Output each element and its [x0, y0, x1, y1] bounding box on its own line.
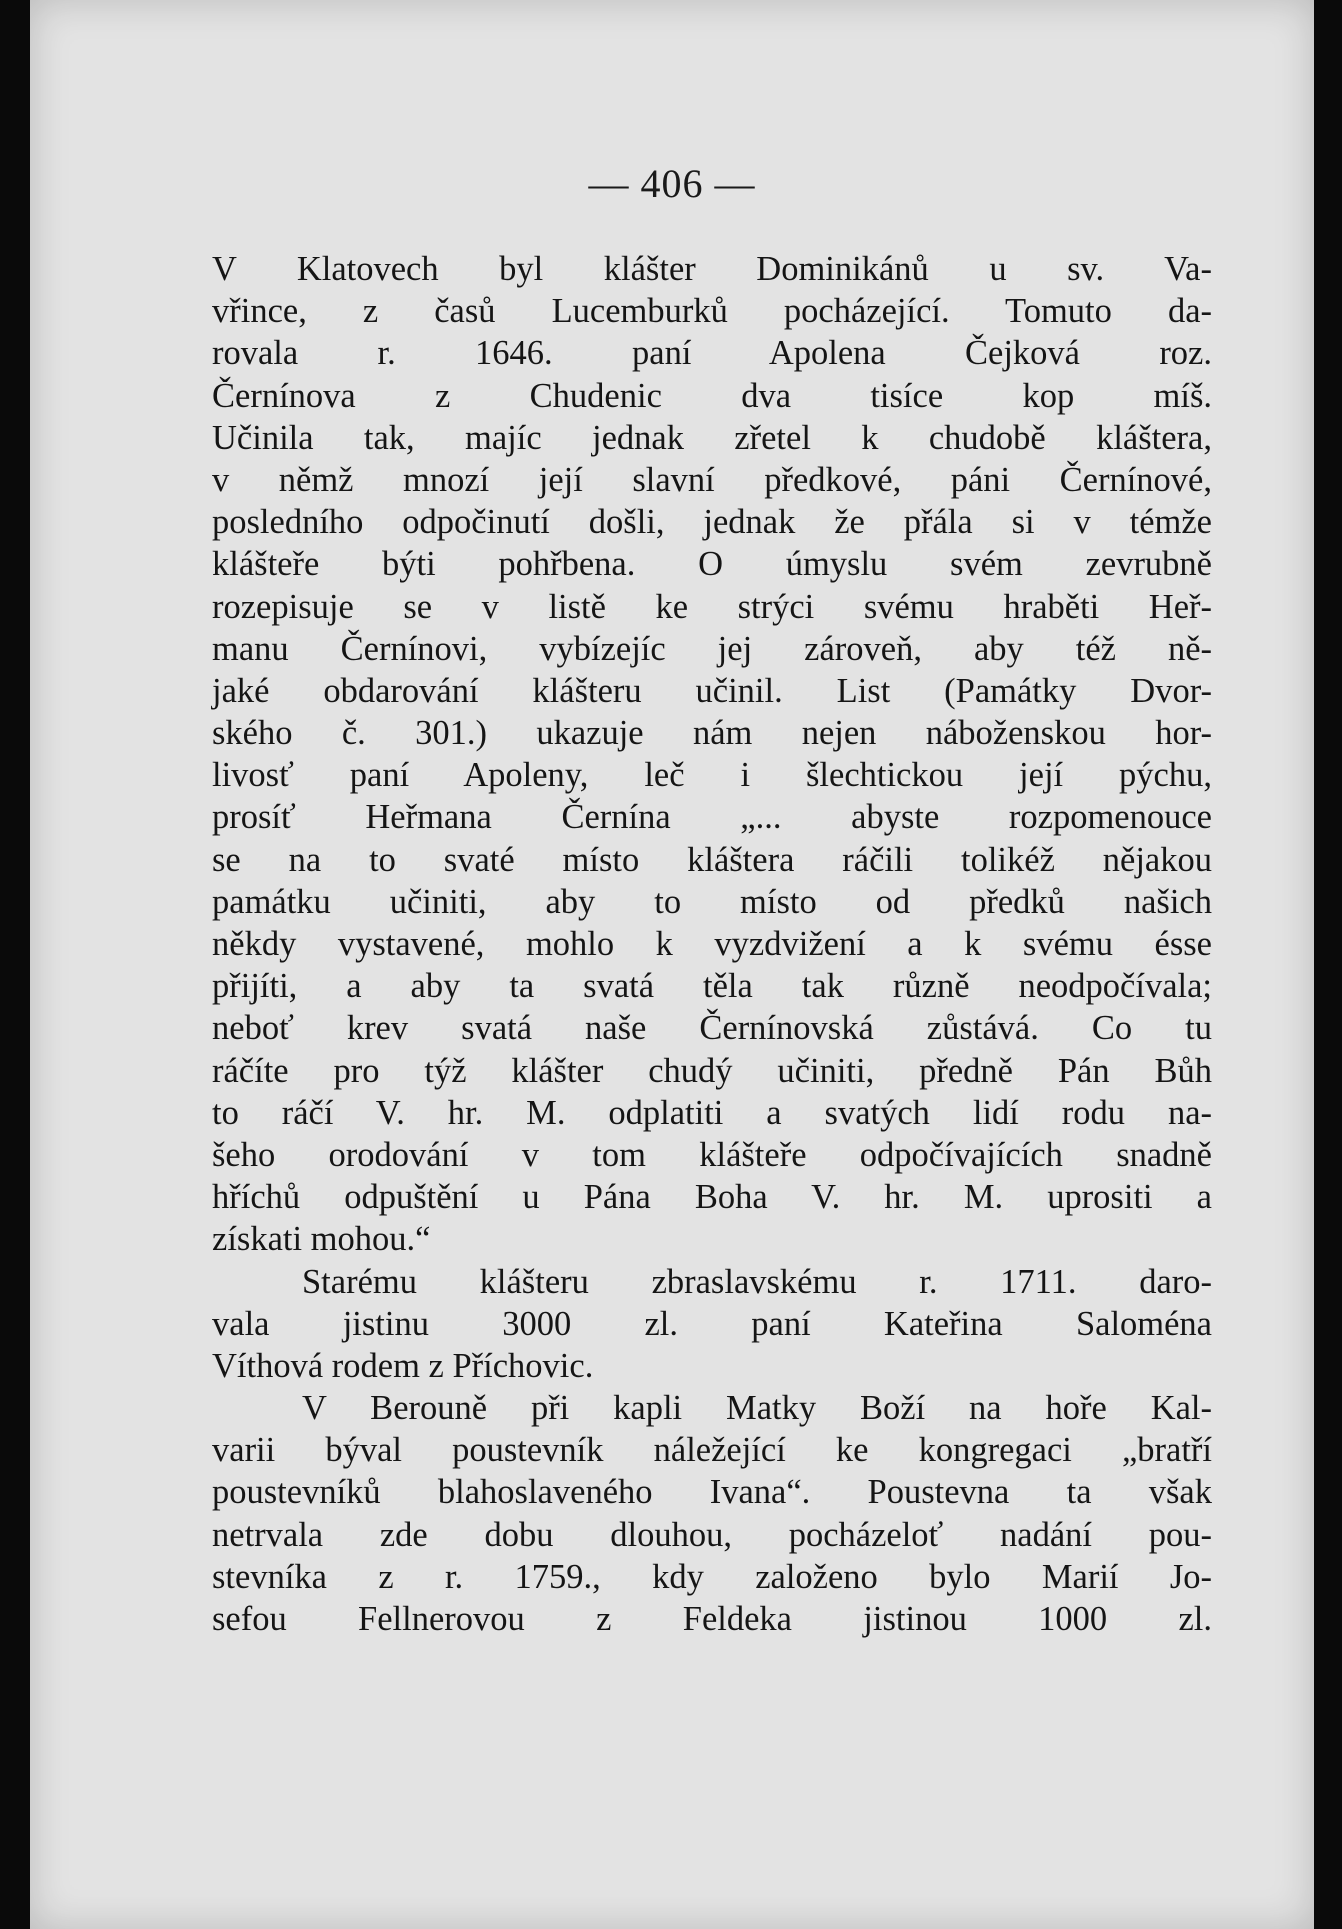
page-number: — 406 — — [588, 161, 756, 206]
text-line: rovala r. 1646. paní Apolena Čejková roz. — [212, 334, 1212, 373]
text-line: V Berouně při kapli Matky Boží na hoře Kal- — [302, 1389, 1212, 1428]
body-text — [212, 248, 1212, 1640]
text-line: jaké obdarování klášteru učinil. List (Památky Dvor- — [212, 671, 1212, 710]
text-line: stevníka z r. 1759., kdy založeno bylo Marií Jo- — [212, 1557, 1212, 1596]
text-line: ráčíte pro týž klášter chudý učiniti, předně Pán Bůh — [212, 1051, 1212, 1090]
text-line: někdy vystavené, mohlo k vyzdvižení a k svému ésse — [212, 925, 1212, 963]
text-line: šeho orodování v tom klášteře odpočívajících snadně — [212, 1135, 1212, 1174]
text-line: sefou Fellnerovou z Feldeka jistinou 1000 zl. — [212, 1600, 1212, 1638]
text-line: ského č. 301.) ukazuje nám nejen náboženskou hor- — [212, 714, 1212, 753]
text-line: rozepisuje se v listě ke strýci svému hraběti Heř- — [212, 587, 1212, 626]
text-line: hříchů odpuštění u Pána Boha V. hr. M. uprositi a — [212, 1178, 1212, 1217]
text-line: Učinila tak, majíc jednak zřetel k chudobě kláštera, — [212, 418, 1212, 457]
text-line: netrvala zde dobu dlouhou, pocházeloť nadání pou- — [212, 1515, 1212, 1554]
text-line: prosíť Heřmana Černína „... abyste rozpomenouce — [212, 798, 1212, 837]
text-line: to ráčí V. hr. M. odplatiti a svatých lidí rodu na- — [212, 1093, 1212, 1132]
text-line: livosť paní Apoleny, leč i šlechtickou její pýchu, — [212, 756, 1212, 795]
text-line: památku učiniti, aby to místo od předků našich — [212, 882, 1212, 921]
text-line: vřince, z časů Lucemburků pocházející. Tomuto da- — [212, 292, 1212, 331]
text-line: v němž mnozí její slavní předkové, páni Černínové, — [212, 460, 1212, 499]
text-line: vala jistinu 3000 zl. paní Kateřina Saloména — [212, 1304, 1212, 1343]
text-line: Starému klášteru zbraslavskému r. 1711. daro- — [302, 1262, 1212, 1301]
text-line: Černínova z Chudenic dva tisíce kop míš. — [212, 376, 1212, 415]
text-line: poustevníků blahoslaveného Ivana“. Poustevna ta však — [212, 1473, 1212, 1512]
text-line: získati mohou.“ — [212, 1220, 431, 1259]
text-line: neboť krev svatá naše Černínovská zůstává. Co tu — [212, 1009, 1212, 1048]
text-line: manu Černínovi, vybízejíc jej zároveň, aby též ně- — [212, 629, 1212, 668]
text-line: varii býval poustevník náležející ke kongregaci „bratří — [212, 1431, 1212, 1470]
text-line: přijíti, a aby ta svatá těla tak různě neodpočívala; — [212, 967, 1212, 1006]
text-line: Víthová rodem z Příchovic. — [212, 1346, 594, 1385]
text-line: se na to svaté místo kláštera ráčili tolikéž nějakou — [212, 840, 1212, 879]
text-line: posledního odpočinutí došli, jednak že přála si v témže — [212, 503, 1212, 542]
book-page — [30, 0, 1314, 1929]
text-line: V Klatovech byl klášter Dominikánů u sv. Va- — [212, 250, 1212, 288]
text-line: klášteře býti pohřbena. O úmyslu svém zevrubně — [212, 545, 1212, 584]
